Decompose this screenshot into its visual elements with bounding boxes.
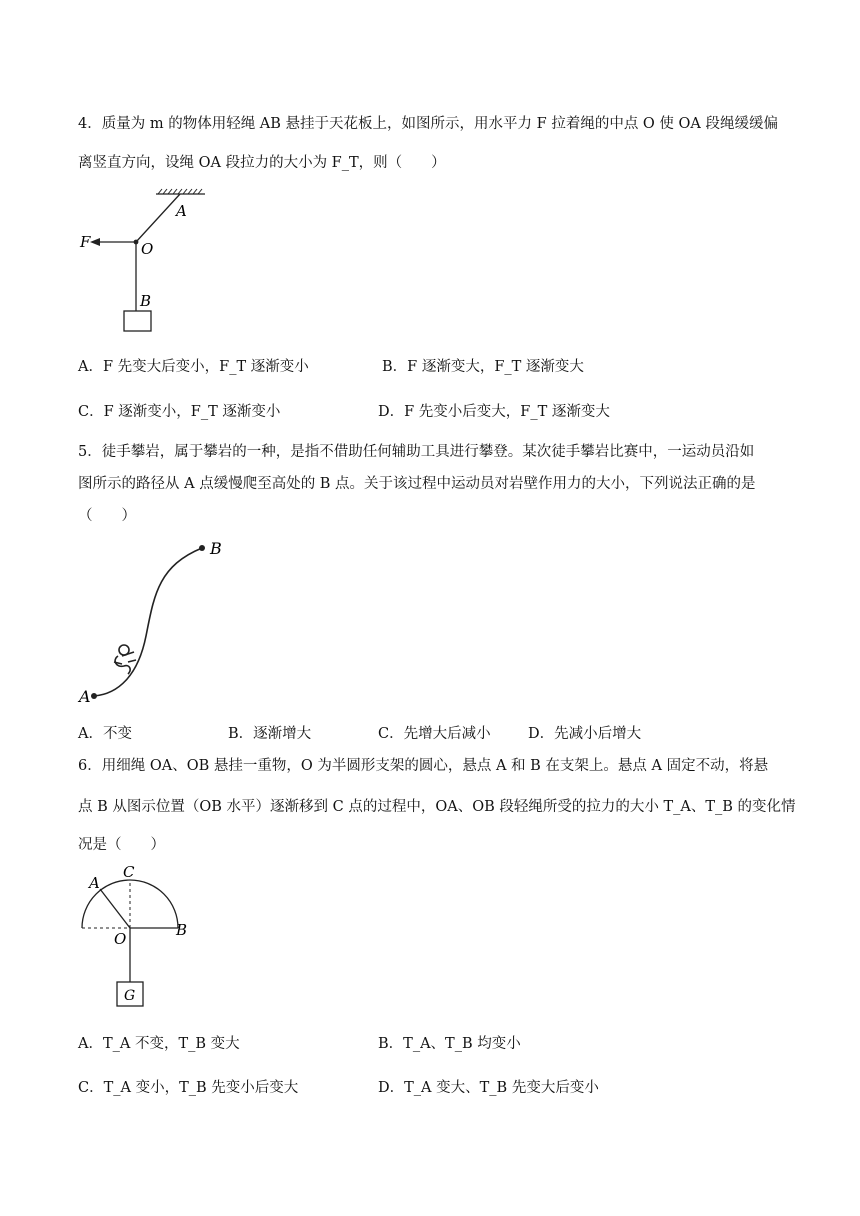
q6-label-C: C (123, 863, 135, 881)
q4-label-F: F (80, 233, 91, 251)
q6-label-B: B (176, 921, 188, 939)
q5-label-B: B (210, 539, 222, 558)
q4-label-A: A (176, 202, 187, 220)
q6-figure (78, 862, 198, 1012)
q5-label-A: A (79, 687, 91, 706)
q4-option-a: A．F 先变大后变小，F_T 逐渐变小 (78, 359, 309, 375)
q4-stem-line-2: 离竖直方向，设绳 OA 段拉力的大小为 F_T，则（ ） (78, 155, 446, 171)
q4-label-B: B (140, 292, 152, 310)
q4-option-c: C．F 逐渐变小，F_T 逐渐变小 (78, 404, 281, 420)
q5-stem-line-2: 图所示的路径从 A 点缓慢爬至高处的 B 点。关于该过程中运动员对岩壁作用力的大小，下列说法正确的是 (78, 476, 756, 492)
q4-stem-line-1: 4．质量为 m 的物体用轻绳 AB 悬挂于天花板上，如图所示，用水平力 F 拉着绳的中点 O 使 OA 段绳缓缓偏 (78, 116, 778, 132)
q6-option-c: C．T_A 变小，T_B 先变小后变大 (78, 1080, 299, 1096)
q4-option-b: B．F 逐渐变大，F_T 逐渐变大 (382, 359, 584, 375)
q6-stem-line-2: 点 B 从图示位置（OB 水平）逐渐移到 C 点的过程中，OA、OB 段轻绳所受的拉力的大小 T_A、T_B 的变化情 (78, 799, 796, 815)
q6-label-G: G (124, 988, 136, 1004)
q4-figure (78, 186, 218, 336)
q5-option-a: A．不变 (78, 726, 132, 742)
q5-option-d: D．先减小后增大 (528, 726, 642, 742)
climber-icon (114, 645, 136, 674)
q5-option-b: B．逐渐增大 (228, 726, 312, 742)
q5-stem-line-3: （ ） (78, 508, 136, 524)
q4-option-d: D．F 先变小后变大，F_T 逐渐变大 (378, 404, 610, 420)
q6-option-a: A．T_A 不变，T_B 变大 (78, 1036, 240, 1052)
q6-stem-line-3: 况是（ ） (78, 837, 165, 853)
q6-option-b: B．T_A、T_B 均变小 (378, 1036, 521, 1052)
q5-stem-line-1: 5．徒手攀岩，属于攀岩的一种，是指不借助任何辅助工具进行攀登。某次徒手攀岩比赛中，一运动员沿如 (78, 444, 755, 460)
q6-label-O: O (114, 930, 127, 948)
q4-label-O: O (141, 240, 154, 258)
q6-label-A: A (89, 874, 100, 892)
q6-stem-line-1: 6．用细绳 OA、OB 悬挂一重物，O 为半圆形支架的圆心，悬点 A 和 B 在支架上。悬点 A 固定不动，将悬 (78, 758, 769, 774)
q5-figure (78, 536, 238, 708)
q5-option-c: C．先增大后减小 (378, 726, 491, 742)
q6-option-d: D．T_A 变大、T_B 先变大后变小 (378, 1080, 599, 1096)
